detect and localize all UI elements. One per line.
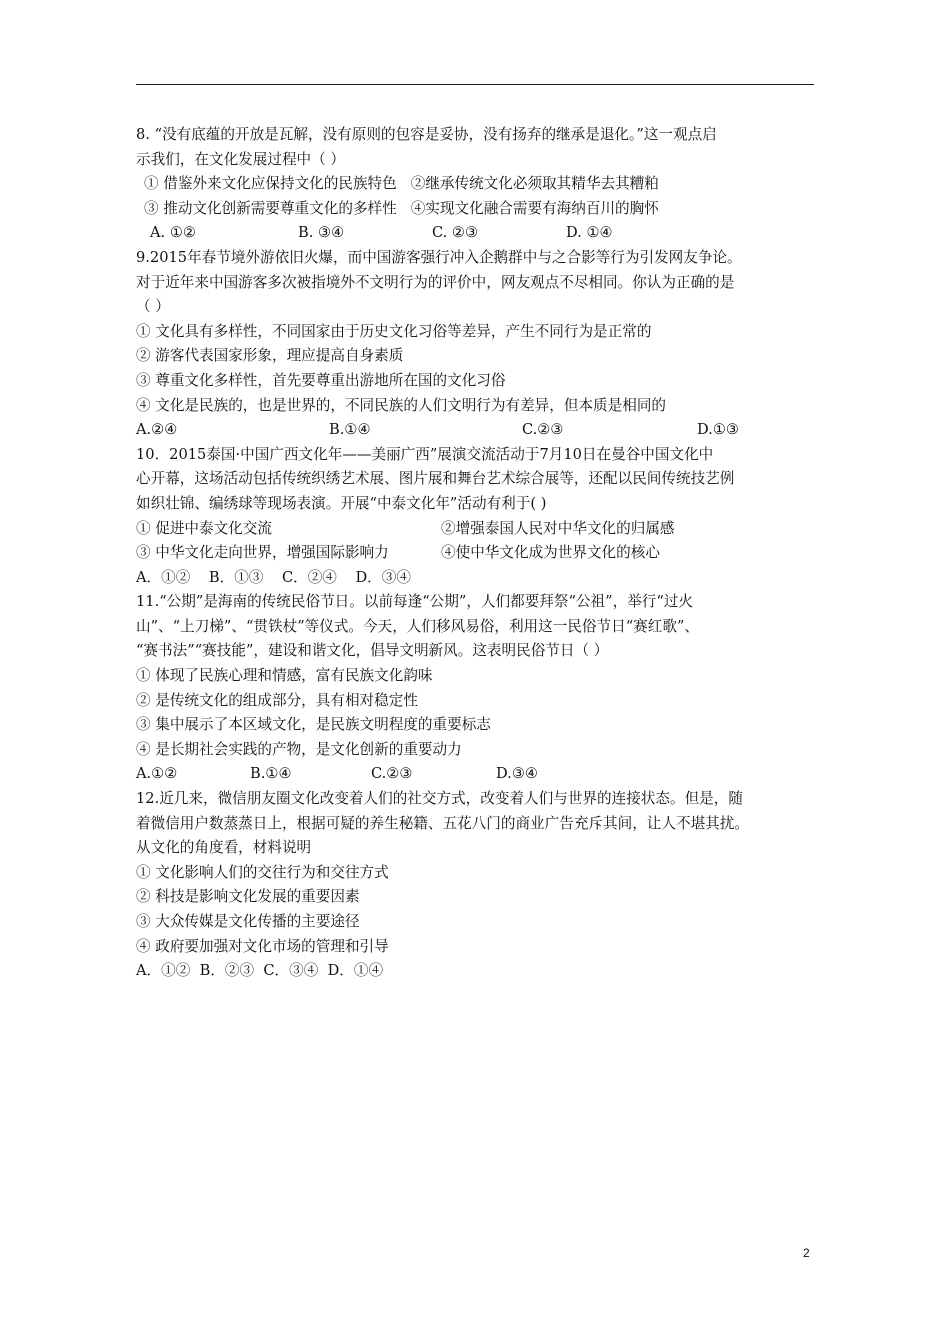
question-8 bbox=[136, 123, 816, 246]
question-stem: 心开幕，这场活动包括传统织绣艺术展、图片展和舞台艺术综合展等，还配以民间传统技艺例 bbox=[136, 470, 735, 488]
option-2: ②继承传统文化必须取其精华去其糟粕 bbox=[410, 175, 659, 193]
answer-a: A.①② bbox=[136, 765, 178, 783]
option-1: ① 体现了民族心理和情感，富有民族文化韵味 bbox=[136, 667, 433, 685]
question-stem: 如织壮锦、编绣球等现场表演。开展“中泰文化年”活动有利于( ) bbox=[136, 494, 547, 512]
question-stem: 9.2015年春节境外游依旧火爆，而中国游客强行冲入企鹅群中与之合影等行为引发网友争论。 bbox=[136, 248, 742, 266]
answer-a: A.②④ bbox=[136, 421, 178, 439]
answer-b: B.①④ bbox=[329, 421, 371, 439]
option-2: ② 科技是影响文化发展的重要因素 bbox=[136, 888, 360, 906]
question-stem: 10．2015泰国·中国广西文化年——美丽广西”展演交流活动于7月10日在曼谷中国文化中 bbox=[136, 445, 714, 463]
question-stem: 从文化的角度看，材料说明 bbox=[136, 839, 312, 857]
answer-d: D. ①④ bbox=[566, 224, 613, 242]
question-stem: 山”、“上刀梯”、“贯铁杖”等仪式。今天，人们移风易俗，利用这一民俗节日“赛红歌”、 bbox=[136, 617, 700, 635]
option-2: ② 游客代表国家形象，理应提高自身素质 bbox=[136, 347, 404, 365]
question-stem: “赛书法”“赛技能”，建设和谐文化，倡导文明新风。这表明民俗节日（ ） bbox=[136, 642, 609, 660]
option-4: ④使中华文化成为世界文化的核心 bbox=[441, 544, 660, 562]
option-row bbox=[136, 172, 816, 197]
option-1: ① 借鉴外来文化应保持文化的民族特色 bbox=[144, 175, 397, 193]
header-rule bbox=[136, 84, 814, 85]
question-12 bbox=[136, 787, 816, 984]
answer-b: B. ③④ bbox=[298, 224, 345, 242]
option-4: ④实现文化融合需要有海纳百川的胸怀 bbox=[410, 199, 659, 217]
exam-questions bbox=[136, 123, 816, 984]
option-row bbox=[136, 517, 816, 542]
page-number: 2 bbox=[803, 1246, 810, 1260]
question-9 bbox=[136, 246, 816, 443]
answer-a: A. ①② bbox=[150, 224, 196, 242]
option-3: ③ 推动文化创新需要尊重文化的多样性 bbox=[144, 199, 397, 217]
question-stem: （ ） bbox=[136, 298, 170, 316]
question-stem: 示我们，在文化发展过程中（ ） bbox=[136, 150, 345, 168]
option-4: ④ 文化是民族的，也是世界的，不同民族的人们文明行为有差异，但本质是相同的 bbox=[136, 396, 667, 414]
answer-row: A．①② B．①③ C．②④ D．③④ bbox=[136, 568, 411, 586]
option-3: ③ 尊重文化多样性，首先要尊重出游地所在国的文化习俗 bbox=[136, 371, 506, 389]
question-stem: 12.近几来，微信朋友圈文化改变着人们的社交方式，改变着人们与世界的连接状态。但是，随 bbox=[136, 790, 743, 808]
option-4: ④ 是长期社会实践的产物，是文化创新的重要动力 bbox=[136, 740, 462, 758]
answer-row bbox=[136, 418, 816, 443]
option-3: ③ 中华文化走向世界，增强国际影响力 bbox=[136, 544, 389, 562]
answer-c: C.②③ bbox=[371, 765, 413, 783]
option-2: ②增强泰国人民对中华文化的归属感 bbox=[441, 519, 675, 537]
answer-d: D.③④ bbox=[496, 765, 538, 783]
option-4: ④ 政府要加强对文化市场的管理和引导 bbox=[136, 937, 389, 955]
option-1: ① 文化影响人们的交往行为和交往方式 bbox=[136, 863, 389, 881]
question-10 bbox=[136, 443, 816, 591]
answer-c: C. ②③ bbox=[432, 224, 479, 242]
option-1: ① 促进中泰文化交流 bbox=[136, 519, 272, 537]
question-11 bbox=[136, 590, 816, 787]
answer-b: B.①④ bbox=[250, 765, 292, 783]
answer-row: A．①② B．②③ C．③④ D．①④ bbox=[136, 962, 384, 980]
option-2: ② 是传统文化的组成部分，具有相对稳定性 bbox=[136, 691, 418, 709]
option-row bbox=[136, 197, 816, 222]
option-3: ③ 大众传媒是文化传播的主要途径 bbox=[136, 913, 360, 930]
answer-c: C.②③ bbox=[522, 421, 564, 439]
answer-row bbox=[136, 762, 816, 787]
answer-d: D.①③ bbox=[697, 421, 739, 439]
question-stem: 着微信用户数蒸蒸日上，根据可疑的养生秘籍、五花八门的商业广告充斥其间，让人不堪其扰。 bbox=[136, 814, 749, 832]
question-stem: 11.“公期”是海南的传统民俗节日。以前每逢“公期”，人们都要拜祭“公祖”，举行“过火 bbox=[136, 593, 694, 611]
answer-row bbox=[136, 221, 816, 246]
option-3: ③ 集中展示了本区域文化，是民族文明程度的重要标志 bbox=[136, 716, 491, 734]
question-stem: 8. “没有底蕴的开放是瓦解，没有原则的包容是妥协，没有扬弃的继承是退化。”这一观点启 bbox=[136, 126, 717, 143]
option-row bbox=[136, 541, 816, 566]
question-stem: 对于近年来中国游客多次被指境外不文明行为的评价中，网友观点不尽相同。你认为正确的是 bbox=[136, 273, 735, 291]
option-1: ① 文化具有多样性，不同国家由于历史文化习俗等差异，产生不同行为是正常的 bbox=[136, 322, 652, 340]
